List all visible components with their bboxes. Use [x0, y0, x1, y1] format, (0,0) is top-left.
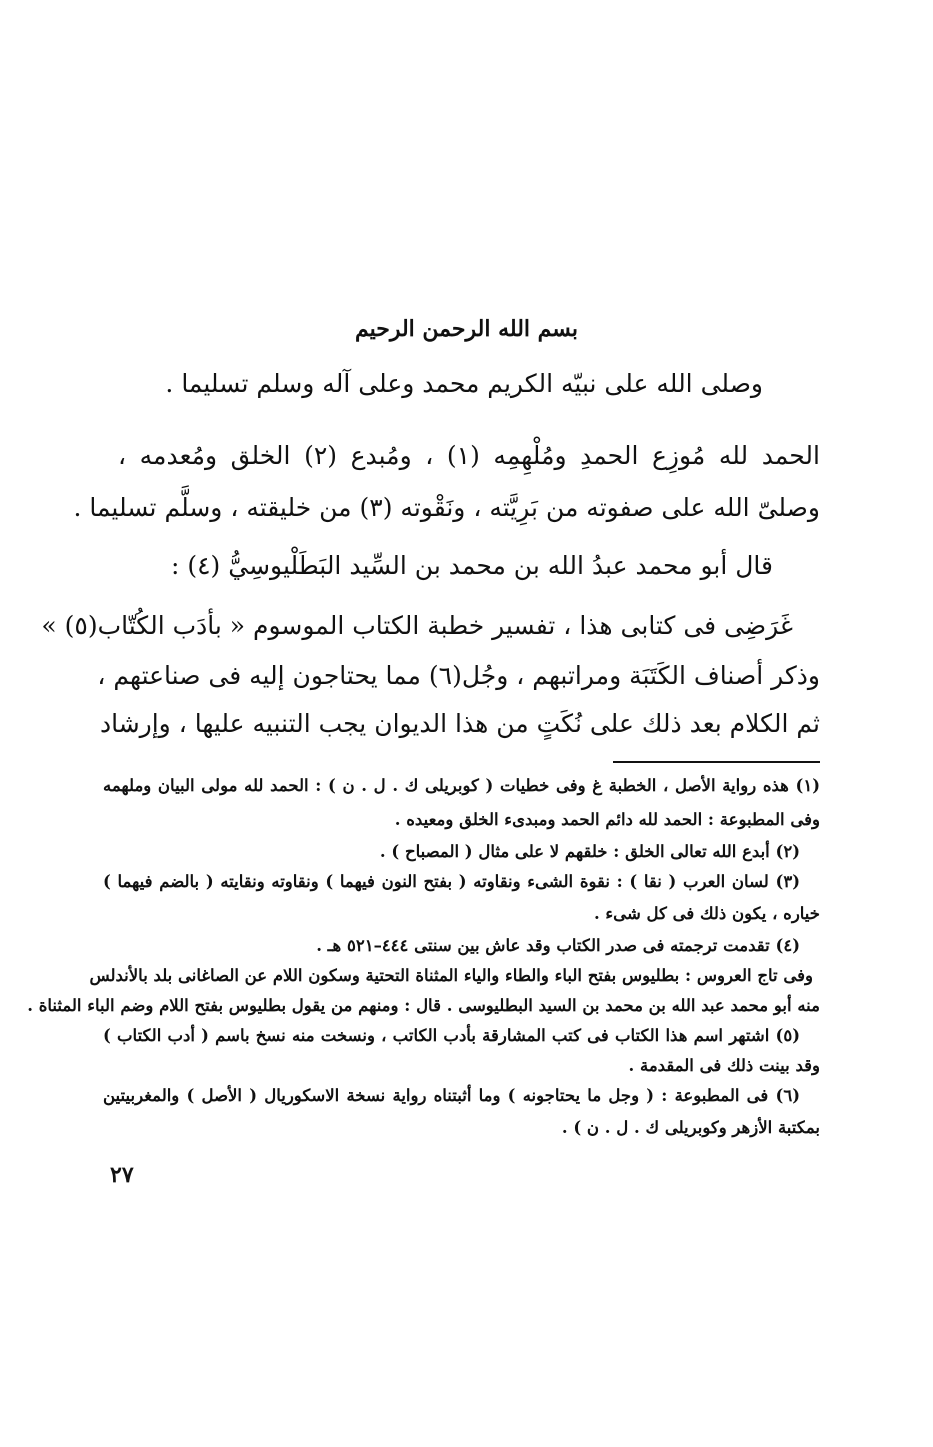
- footnote-2: (٢) أبدع الله تعالى الخلق : خلقهم لا على مثال ( المصباح ) .: [379, 842, 800, 861]
- page-number: ٢٧: [110, 1162, 134, 1188]
- footnote-5-line-1: (٥) اشتهر اسم هذا الكتاب فى كتب المشارقة بأدب الكاتب ، ونسخت منه نسخ باسم ( أدب الكتاب ): [103, 1026, 800, 1045]
- footnote-6-line-2: بمكتبة الأزهر وكوبريلى ك . ل . ن ) .: [561, 1118, 820, 1137]
- footnote-6-line-1: (٦) فى المطبوعة : ( وجل ما يحتاجونه ) وما أثبتناه رواية نسخة الاسكوريال ( الأصل ) والمغربيتين: [103, 1086, 800, 1105]
- body-line-5: ثم الكلام بعد ذلك على نُكَتٍ من هذا الديوان يجب التنبيه عليها ، وإرشاد: [99, 709, 820, 738]
- body-line-1: الحمد لله مُوزِع الحمدِ ومُلْهِمِه (١) ، ومُبدع (٢) الخلق ومُعدمه ،: [118, 441, 820, 470]
- basmala-heading: بسم الله الرحمن الرحيم: [354, 316, 579, 342]
- footnote-separator: [613, 761, 820, 763]
- footnote-5-line-2: وقد بينت ذلك فى المقدمة .: [628, 1056, 820, 1075]
- body-line-4: وذكر أصناف الكَتَبَة ومراتبهم ، وجُل(٦) مما يحتاجون إليه فى صناعتهم ،: [97, 661, 820, 690]
- body-line-2: وصلىّ الله على صفوته من بَرِيَّته ، ونَقْوته (٣) من خليقته ، وسلَّم تسليما .: [73, 493, 820, 522]
- footnote-3-line-1: (٣) لسان العرب ( نقا ) : نقوة الشىء ونقاوته ( بفتح النون فيهما ) ونقاوته ونقايته ( بالضم فيهما ): [103, 872, 800, 891]
- footnote-3-line-2: خياره ، يكون ذلك فى كل شىء .: [593, 904, 820, 923]
- author-line: قال أبو محمد عبدُ الله بن محمد بن السِّيد البَطَلْيوسِيُّ (٤) :: [170, 551, 773, 580]
- salat-line: وصلى الله على نبيّه الكريم محمد وعلى آله وسلم تسليما .: [165, 369, 763, 398]
- footnote-1-line-2: وفى المطبوعة : الحمد لله دائم الحمد ومبدىء الخلق ومعيده .: [394, 810, 820, 829]
- footnote-4-line-2: وفى تاج العروس : بطليوس بفتح الباء والطاء والياء المثناة التحتية وسكون اللام عن الصاغانى بلد بالأندلس: [89, 966, 813, 985]
- footnote-4-line-3: منه أبو محمد عبد الله بن محمد بن السيد البطليوسى . قال : ومنهم من يقول بطليوس بفتح اللام وضم الباء المثناة .: [27, 996, 820, 1015]
- footnote-1-line-1: (١) هذه رواية الأصل ، الخطبة غ وفى خطيات ( كوبريلى ك . ل . ن ) : الحمد لله مولى البيان وملهمه: [103, 776, 820, 795]
- body-line-3: غَرَضِى فى كتابى هذا ، تفسير خطبة الكتاب الموسوم « بأدَب الكُتّاب(٥) »: [41, 611, 793, 640]
- footnote-4-line-1: (٤) تقدمت ترجمته فى صدر الكتاب وقد عاش بين سنتى ٤٤٤–٥٢١ هـ .: [316, 936, 800, 955]
